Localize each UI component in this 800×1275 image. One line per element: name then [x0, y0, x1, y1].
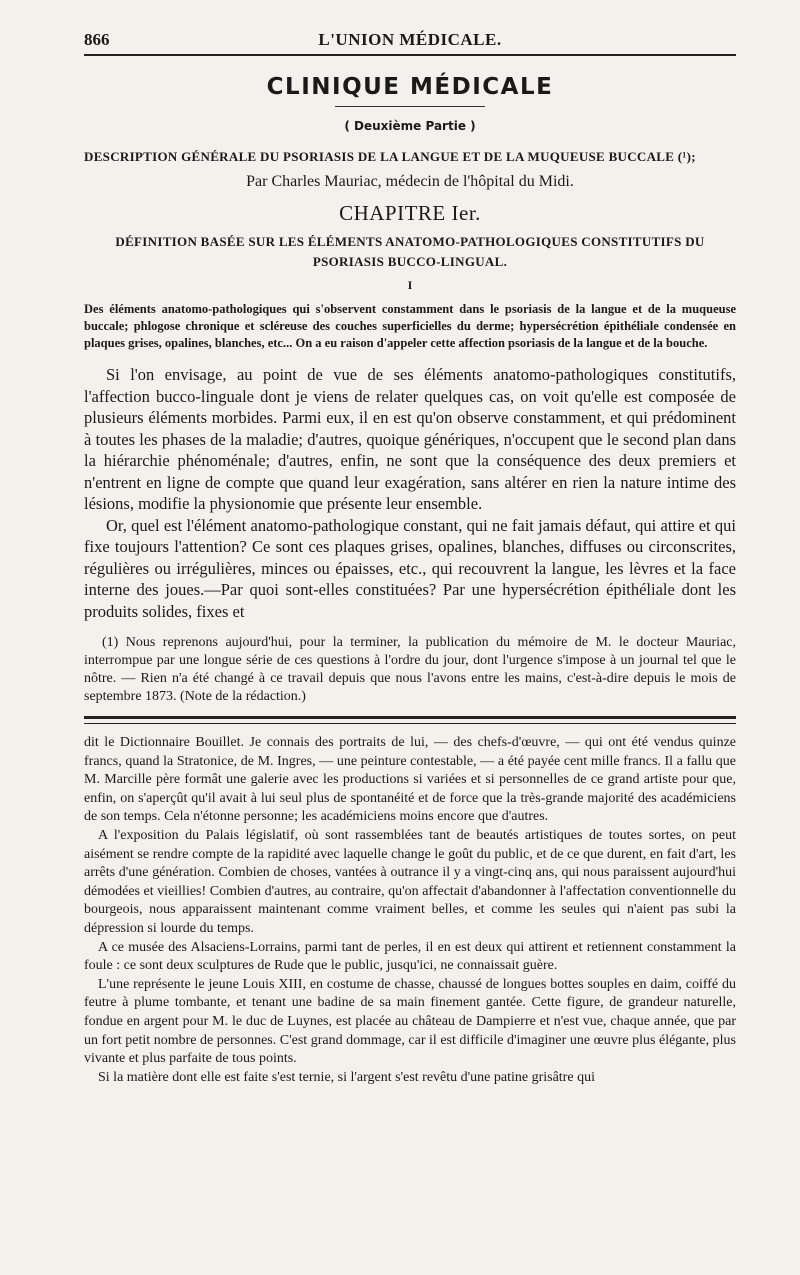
author-line: Par Charles Mauriac, médecin de l'hôpital du Midi. [246, 173, 574, 190]
definition-title: DÉFINITION BASÉE SUR LES ÉLÉMENTS ANATOMO-PATHOLOGIQUES CONSTITUTIFS DU PSORIASIS BUCCO-LINGUAL. [115, 234, 705, 269]
page-number: 866 [84, 30, 110, 49]
title-rule [335, 106, 485, 107]
feuilleton-paragraph: Si la matière dont elle est faite s'est ternie, si l'argent s'est revêtu d'une patine grisâtre qui [98, 1069, 595, 1085]
article-body [84, 364, 736, 622]
chapter-heading: CHAPITRE Ier. [339, 201, 481, 225]
section-numeral: I [407, 278, 413, 292]
journal-page [84, 28, 736, 1087]
journal-title: L'UNION MÉDICALE. [318, 30, 502, 49]
description-title: DESCRIPTION GÉNÉRALE DU PSORIASIS DE LA LANGUE ET DE LA MUQUEUSE BUCCALE (¹); [84, 149, 696, 164]
part-label: ( Deuxième Partie ) [344, 119, 476, 133]
feuilleton-paragraph: dit le Dictionnaire Bouillet. Je connais des portraits de lui, — des chefs-d'œuvre, — qui ont été vendus quinze francs, quand la Stratonice, de M. Ingres, — une peinture contestable, — a été payée cent mille francs. Il a fallu que M. Marcille père formât une galerie avec les productions si variées et si personnelles de ce grand artiste pour que, enfin, on s'aperçût qu'il avait à lui seul plus de spontanéité et de force que la très-grande majorité des académiciens de son temps. Cela n'étonne personne; les académiciens moins encore que d'autres. [84, 735, 736, 825]
feuilleton-paragraph: L'une représente le jeune Louis XIII, en costume de chasse, chaussé de longues bottes souples en daim, coiffé du feutre à plume tombante, et tenant une badine de sa main finement gantée. Cette figure, de grandeur naturelle, fondue en argent pour M. le duc de Luynes, est placée au château de Dampierre et n'est vue, chaque année, que par un fort petit nombre de personnes. C'est grand dommage, car il est difficile d'imaginer une œuvre plus élégante, plus vivante et plus parfaite de tous points. [84, 976, 736, 1067]
summary-paragraph: Des éléments anatomo-pathologiques qui s'observent constamment dans le psoriasis de la langue et de la muqueuse buccale; phlogose chronique et scléreuse des couches superficielles du derme; hypersécrétion épithéliale condensée en plaques grises, opalines, blanches, etc... On a eu raison d'appeler cette affection psoriasis de la langue et de la bouche. [84, 302, 736, 350]
body-paragraph: Or, quel est l'élément anatomo-pathologique constant, qui ne fait jamais défaut, qui attire et qui fixe toujours l'attention? Ce sont ces plaques grises, opalines, blanches, diffuses ou circonscrites, régulières ou irrégulières, minces ou épaisses, etc., qui recouvrent la langue, les lèvres et la face interne des joues.—Par quoi sont-elles constituées? Par une hypersécrétion épithéliale dont les produits solides, fixes et [84, 515, 736, 621]
feuilleton-divider [84, 716, 736, 724]
footnote: (1) Nous reprenons aujourd'hui, pour la terminer, la publication du mémoire de M. le docteur Mauriac, interrompue par une longue série de ces questions à l'ordre du jour, dont l'urgence s'impose à un journal tel que le nôtre. — Rien n'a été changé à ce travail depuis que nous l'avons entre les mains, c'est-à-dire depuis le mois de septembre 1873. (Note de la rédaction.) [84, 635, 736, 704]
body-paragraph: Si l'on envisage, au point de vue de ses éléments anatomo-pathologiques constitutifs, l'affection bucco-linguale dont je viens de relater quelques cas, on voit qu'elle est composée de plusieurs éléments morbides. Parmi eux, il en est qu'on observe constamment, et qui prédominent à toutes les phases de la maladie; d'autres, quoique génériques, n'occupent que le second plan dans la hiérarchie phénoménale; d'autres, enfin, ne sont que la conséquence des deux premiers et n'entrent en ligne de compte que quand leur exagération, sans altérer en rien la nature intime des lésions, modifie la physionomie que présente leur ensemble. [84, 365, 736, 513]
feuilleton-paragraph: A ce musée des Alsaciens-Lorrains, parmi tant de perles, il en est deux qui attirent et retiennent constamment la foule : ce sont deux sculptures de Rude que le public, jusqu'ici, ne connaissait guère. [84, 939, 736, 974]
feuilleton-paragraph: A l'exposition du Palais législatif, où sont rassemblées tant de beautés artistiques de toutes sortes, on peut aisément se rendre compte de la rapidité avec laquelle change le goût du public, et de ce que durent, en fait d'art, les arrêts d'une génération. Combien de choses, vantées à outrance il y a vingt-cinq ans, qui nous paraissent aujourd'hui démodées et vieillies! Combien d'autres, au contraire, qu'on affectait d'abandonner à l'affectation conventionnelle du bourgeois, nous apparaissent maintenant comme vraiment belles, et comme les seules qui n'aient pas subi la dépression si lourde du temps. [84, 827, 736, 936]
section-title: CLINIQUE MÉDICALE [266, 74, 554, 100]
feuilleton-text [84, 734, 736, 1087]
running-header [84, 28, 736, 56]
